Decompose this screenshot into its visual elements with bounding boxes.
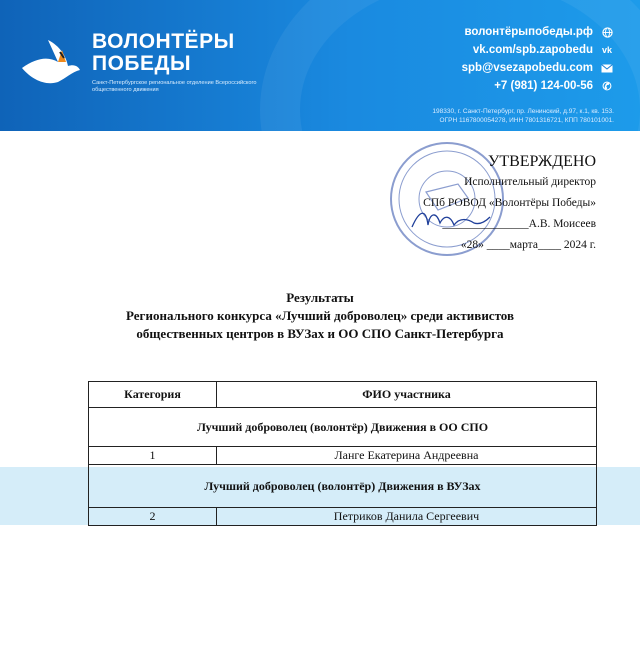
dove-logo-icon (18, 28, 84, 94)
results-table (88, 381, 597, 526)
table-header-row (89, 382, 597, 408)
legal-address: 198330, г. Санкт-Петербург, пр. Ленинский, д.97, к.1, кв. 153. ОГРН 1167800054278, ИНН 7801316721, КПП 780101001. (432, 108, 614, 124)
row-number: 2 (89, 508, 217, 526)
section-row (89, 465, 597, 508)
contact-list (462, 23, 614, 95)
approval-org: СПб РОВОД «Волонтёры Победы» (423, 197, 596, 209)
phone-icon: ✆ (602, 80, 612, 93)
contact-vk[interactable]: vk.com/spb.zapobedu vk (472, 44, 612, 56)
approval-block (423, 152, 596, 256)
contact-website[interactable]: волонтёрыпобеды.рф (462, 23, 614, 41)
vk-icon: vk (601, 45, 612, 55)
table-row (89, 508, 597, 526)
letterhead-banner (0, 0, 640, 131)
column-header-category: Категория (89, 382, 217, 408)
contact-email[interactable]: spb@vsezapobedu.com (462, 59, 614, 77)
row-number: 1 (89, 447, 217, 465)
envelope-icon (600, 64, 614, 73)
participant-name: Ланге Екатерина Андреевна (217, 447, 597, 465)
section-row (89, 408, 597, 447)
document-title: Результаты Регионального конкурса «Лучший доброволец» среди активистов общественных центров в ВУЗах и ОО СПО Санкт-Петербурга (126, 290, 514, 341)
brand-subtitle: Санкт-Петербургское региональное отделение Всероссийского общественного движения (92, 80, 257, 93)
approval-date: «28» ____марта____ 2024 г. (460, 239, 596, 251)
section-title: Лучший доброволец (волонтёр) Движения в ОО СПО (89, 408, 597, 447)
approval-title: УТВЕРЖДЕНО (487, 153, 596, 170)
brand-name: ВОЛОНТЁРЫ ПОБЕДЫ (92, 30, 235, 75)
table-row (89, 447, 597, 465)
column-header-participant: ФИО участника (217, 382, 597, 408)
approval-position: Исполнительный директор (464, 176, 596, 188)
contact-phone[interactable]: +7 (981) 124-00-56 ✆ (462, 77, 614, 95)
globe-icon (600, 27, 614, 38)
section-title: Лучший доброволец (волонтёр) Движения в ВУЗах (89, 465, 597, 508)
approval-signer: _______________А.В. Моисеев (442, 218, 596, 230)
participant-name: Петриков Данила Сергеевич (217, 508, 597, 526)
